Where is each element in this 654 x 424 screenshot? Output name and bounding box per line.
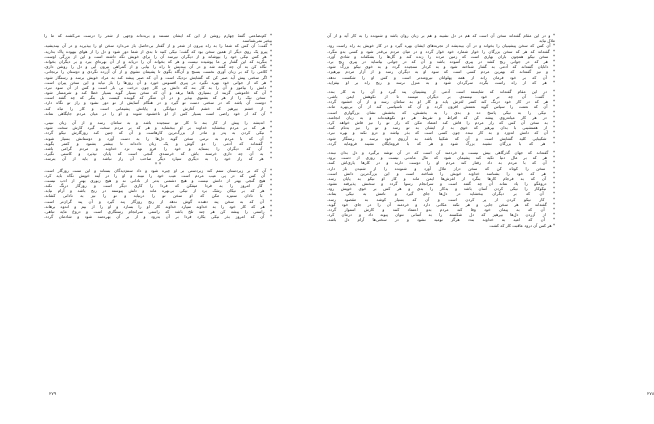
text-line: * آن که بر دیگران ببخشاید در دل‌ها جای گیرد و نامش به نیکی بماند. (327, 191, 555, 197)
text-line: * گفت: آن چه بر خود نپسندی بر دیگران مپسند تا از نکوهش ایمن باشی. (327, 94, 555, 100)
text-line: * نیکوکار را نیکی کردن آسان باشد و بدکار را بدی و هر کس بر خوی خویش رود. (327, 186, 555, 192)
text-line: * دانایان گفته‌اند که آدمی به گفتار شناخته شود و به کردار سنجیده گردد و به خوی نیکو بزرگ شود. (327, 64, 555, 70)
text-line: * کار امروز را به فردا میفکن که فردا را کاری دیگر است و روزگار درنگ نکند. (44, 183, 272, 189)
text-line: * راستی را پیشه کن هر چند تلخ باشد که راستی سرانجام رستگاری است و دروغ مایه تباهی. (44, 209, 272, 214)
text-line: * آن کس که سخن پیشینیان را بخواند و در آن بیندیشد از تجربه‌های ایشان بهره گیرد و در کار خویش به راه راست رود. (327, 43, 555, 49)
text-line: * آن که خاموشی گزیند از بسیاری بلاها برهد و آن که سخن بسیار گوید بسیار خطا کند و شرمسار شود. (44, 90, 272, 96)
text-line: * به آن چه داری خرسند باش که خرسندی گنجی است که پایان نپذیرد و کاستی نگیرد. (44, 151, 272, 157)
text-line: * هر که در کار خود درنگ کند کمتر لغزش یابد و کار او به سامان رسد و از آن خشنود گردد. (327, 99, 555, 105)
text-line: ملال نیاید (539, 38, 555, 44)
text-line: * هر که راز خود را به دیگری سپارد دیگر صاحب آن راز نباشد و باید از آن بترسد. (44, 156, 272, 162)
text-line: * آن که دانش اندوزد و به کار نبندد چون کسی است که بذر بپاشد و درو نکند و بهره نبرد. (327, 130, 555, 136)
text-line: * آن که به فرجام کارها بنگرد از لغزش‌ها ایمن ماند و کار او نیکو به پایان رسد. (327, 175, 555, 181)
text-line: * از آزردن دل‌ها بپرهیز که دل شکسته را به آسانی نتوان پیوند داد و درمان کرد. (327, 212, 555, 218)
text-line: * هر که کار خود را به خداوند سپارد خداوند کار او را بسازد و او را از بیم و اندوه برهاند. (44, 203, 272, 209)
text-line: * سخن را کوتاه کن که سخن دراز ملال آورد و شنونده را از شنیدن باز دارد. (327, 165, 555, 171)
text-line: * آن که بر خود فرمان راند از همه پهلوانان نیرومندتر است و کس او را شکست ندهد. (327, 74, 555, 80)
text-line: * اندیشه را پیش از کار بنه تا کار تو سنجیده باشد و به سامان رسد و از آن زیان نبینی. (44, 120, 272, 125)
text-line: * هر که خود را بشناسد خداوند خویش را شناخته است و این بزرگ‌ترین دانش است. (327, 170, 555, 176)
text-line: * هر که بر مال دنیا تکیه کند پشیمان شود که مال ماندنی نیست و روزی از دست برود. (327, 155, 555, 161)
text-line: * در هر کار میانه‌روی پیشه کن که افراط و تفریط هر دو نکوهیده‌اند و به زیان انجامند. (327, 114, 555, 120)
text-line: * گفته‌اند که هر سخن جایی و هر نکته مکانی دارد و خردمند آن را در جای خود گوید. (327, 201, 555, 207)
text-line: * اگر سختی پیش آید صبر کن که گشایش نزدیک است و آن که صبر پیشه کند به مراد خویش برسد و رستگار شود. (44, 74, 272, 80)
text-line: * نیکی را به نیکی پاسخ ده و بدی را به بخشش، که بخشش نشان بزرگواری است. (327, 109, 555, 115)
text-line: * بنگرید که این گفتار بر ما پوشیده نیست و هر که بخواند آن را دریابد و از آن بهره‌ای ببرد و بر دیگران بخواند. (44, 58, 272, 64)
text-line: * در این مقام گفته‌اند که شایسته است آدمی از پیشینیان پند گیرد و آن را به کار بندد. (327, 88, 555, 94)
text-line: * کم‌بضاعتی گفتهٔ چهارم روشن از این که ایشان مستند و بریده‌اند وجهی از شعر را درست می‌کشند که ما را (44, 33, 272, 38)
left-page (0, 0, 300, 424)
text-line: * آن که امروز بذر نیکی بکارد فردا بر آن بدرود و از بر آن بهره‌مند شود و شادمان گردد. (44, 214, 272, 220)
left-page-number: ٢٧٩ (49, 392, 57, 397)
text-line: * هیچ گنجی بهتر از دانش نیست و هیچ دشمنی بدتر از نادانی نه و هیچ زیوری بهتر از ادب نیست. (44, 177, 272, 183)
text-line: * آن کس که در پی عیب مردم است عیب خود را نبیند و او را در آینه خویش نگاه باید کرد. (44, 172, 272, 178)
text-line: * آن که با مردم به داد رفتار کند مردم او را دوست دارند و در کارها یاری‌اش کنند. (327, 160, 555, 166)
text-line: * شکیبایی کلید گشایش است و آن که شکیبا باشد به آرزوی خود برسد و رستگار شود. (327, 135, 555, 141)
text-line: * هر که از راه راست بگردد سرگردان شود و به منزل نرسد و رنج راه بر او بیفزاید. (327, 79, 555, 85)
text-line: * آن که با مردم به نرمی سخن گوید دل‌ها را به دست آورد و دوستانش بسیار شوند. (44, 135, 272, 141)
text-line: بیخبر نمی‌شناسند (242, 38, 272, 44)
text-line: * کار نیکو کردن از پر کردن است و آن که بسیار کوشد به مقصود رسد. (327, 196, 555, 202)
text-line: * نیکی کردن به پدر و مادر از بزرگ‌ترین کارهاست و آن که چنین کند روزگارش نیکو گردد. (44, 130, 272, 136)
right-page-number: ٢٧٨ (647, 392, 654, 397)
section-separator: * * (154, 161, 162, 168)
text-line: * هر که بر مردم ببخشاید خداوند بر او ببخشاید و هر که بر مردم سخت گیرد کارش سخت شود. (44, 125, 272, 131)
text-line: * کلامی را که بر زبان آوری نخست بسنج و آن‌گاه بگوی تا پشیمان نشوی و از آن آزرده نگردی و دوستان را نرنجانی. (44, 69, 272, 75)
text-line: * آن که به پیمان خود وفا کند مردم بدو اعتماد کنند و کارش استوار گردد. (327, 207, 555, 212)
text-line: * گفته‌اند که جهان گذرگاهی بیش نیست و خردمند آن است که در آن توشه برگیرد و دل بدان نبندد. (327, 149, 555, 155)
text-line: * گفته‌اند که هر که سخن بزرگان را خوار شمارد خود خوار گردد و در میان مردم بی‌قدر شود و کسی بدو ننگرد. (327, 48, 555, 54)
text-line: * به سخن آن کس که راز مردم را فاش کند اعتماد مکن که راز تو را نیز فاش خواهد کرد. (327, 120, 555, 125)
text-line: * آن که از خود راضی است بسیار کس از او ناخشنود شوند و او را در میان مردم جایگاهی نماند. (44, 110, 272, 116)
text-line: * پیرو یک روی دیگر از همین سخن بود که گفت: نیکی کنید تا بدی از شما دور شود و دل را از هوای بیهوده پاک بدارید. (44, 48, 272, 54)
text-line: * و در این مقام گفته‌اند سخن آن است که هم در دل نشیند و هم بر زبان روان باشد و شنونده را به کار آید و از آن (327, 33, 555, 38)
text-line: * سخن نیک را از هر که بشنوی بپذیر و در آن منگر که گوینده کیست بل بنگر که چه گفته است. (44, 95, 272, 101)
text-line: * از خشم بپرهیز که خشم آغازش دیوانگی و پایانش پشیمانی است و کار را تباه کند. (44, 105, 272, 111)
text-line: * هر که از جوانی خود بهره نگیرد در پیری افسوس خورد و آن روزها را باز نیابد و این سخن پیران است. (44, 79, 272, 85)
right-page-text-column (327, 33, 555, 228)
text-line: * دروغگو را یاد نماند آن چه گفته است و سرانجام رسوا گردد و سخنش پذیرفته نشود. (327, 181, 555, 187)
text-line: * هر کس آن درود عاقبت کار که کشت (489, 222, 555, 228)
text-line: * هر که در جوانی رنج کشد در پیری آسوده باشد و آن که در جوانی بیاساید در پیری رنج برد. (327, 58, 555, 64)
text-line: * آن که امید به خداوند بندد هرگز نومید نشود و در سختی‌ها آرام دل باشد. (327, 217, 555, 223)
text-line: * آن که بر زیردستان ستم کند زبردستی بر او چیره شود و داد ستم‌دیدگان بستاند و این سنت روزگار است. (44, 167, 272, 173)
text-line: * آن که نعمت را سپاس گوید نعمتش افزون گردد و آن که ناسپاسی کند از آن بی‌بهره ماند. (327, 104, 555, 110)
text-line: * سخن نیکو همچون باران بهاری است که زمین مرده را زنده کند و گل‌ها را بشکفاند و شادی آورد. (327, 53, 555, 59)
text-line: * و نیز گفته‌اند که بهترین مردم کسی است که سود او به دیگران رسد و از آزار مردم بپرهیزد. (327, 69, 555, 75)
right-page (300, 0, 654, 424)
text-line: * از همنشینی با بدان بپرهیز که خوی بد از ایشان به تو رسد و تو را نیز بدنام کنند. (327, 125, 555, 131)
text-line: * دانش را بیاموز و آن را به کار بند که دانش بی کار چون درخت بی بار است و کس از آن سود نبرد. (44, 84, 272, 90)
text-line: * هر که بر نیکان رشک برد از نیکی بی‌بهره ماند و دلش پیوسته در رنج باشد و آرام نیابد. (44, 188, 272, 194)
left-page-text-column (44, 33, 272, 219)
text-line: * نگاه کن به آن چه گفته شد و در آن بیندیش تا راه را بیابی و از گمراهی بیرون آیی و دل را روشن داری. (44, 64, 272, 70)
text-line: * گفته‌اند که آدمی را دو گوش و یک زبان داده‌اند تا بیشتر بشنود و کمتر بگوید. (44, 140, 272, 146)
text-line: * با نادان ستیزه مکن که او سخن تو را درنیابد و تو را نیز به نادانی کشاند. (44, 193, 272, 199)
text-line: * هر که با بزرگان نشیند بزرگ شود و هر که با فرومایگان نشیند فرومایه گردد. (327, 140, 555, 146)
text-line: * هر کس نیکی خود را بپوشاند و از دیگران نپرسد آن را برای خویش نگه داشته است و این از بزرگی اوست. (44, 53, 272, 59)
text-line: * آن که به سخن پند دهنده گوش ندهد از رنج روزگار پند گیرد و آن پند گران‌تر است. (44, 198, 272, 204)
text-line: * دوست آن باشد که در سختی دست تو گیرد و در هنگام آسایش از تو دور نشود و راز تو نگاه دارد. (44, 100, 272, 106)
text-line: * آن که دیگران را بستاید و خود را فرو نهد نزد خداوند و مردم گرامی باشد. (44, 145, 272, 151)
text-line: * گفت: آن کس که شما را به راه بیرون از شعر و از گفتار بی‌حاصل باز می‌دارد سخن او را بپذیرید و در آن بیندیشید. (44, 43, 272, 49)
